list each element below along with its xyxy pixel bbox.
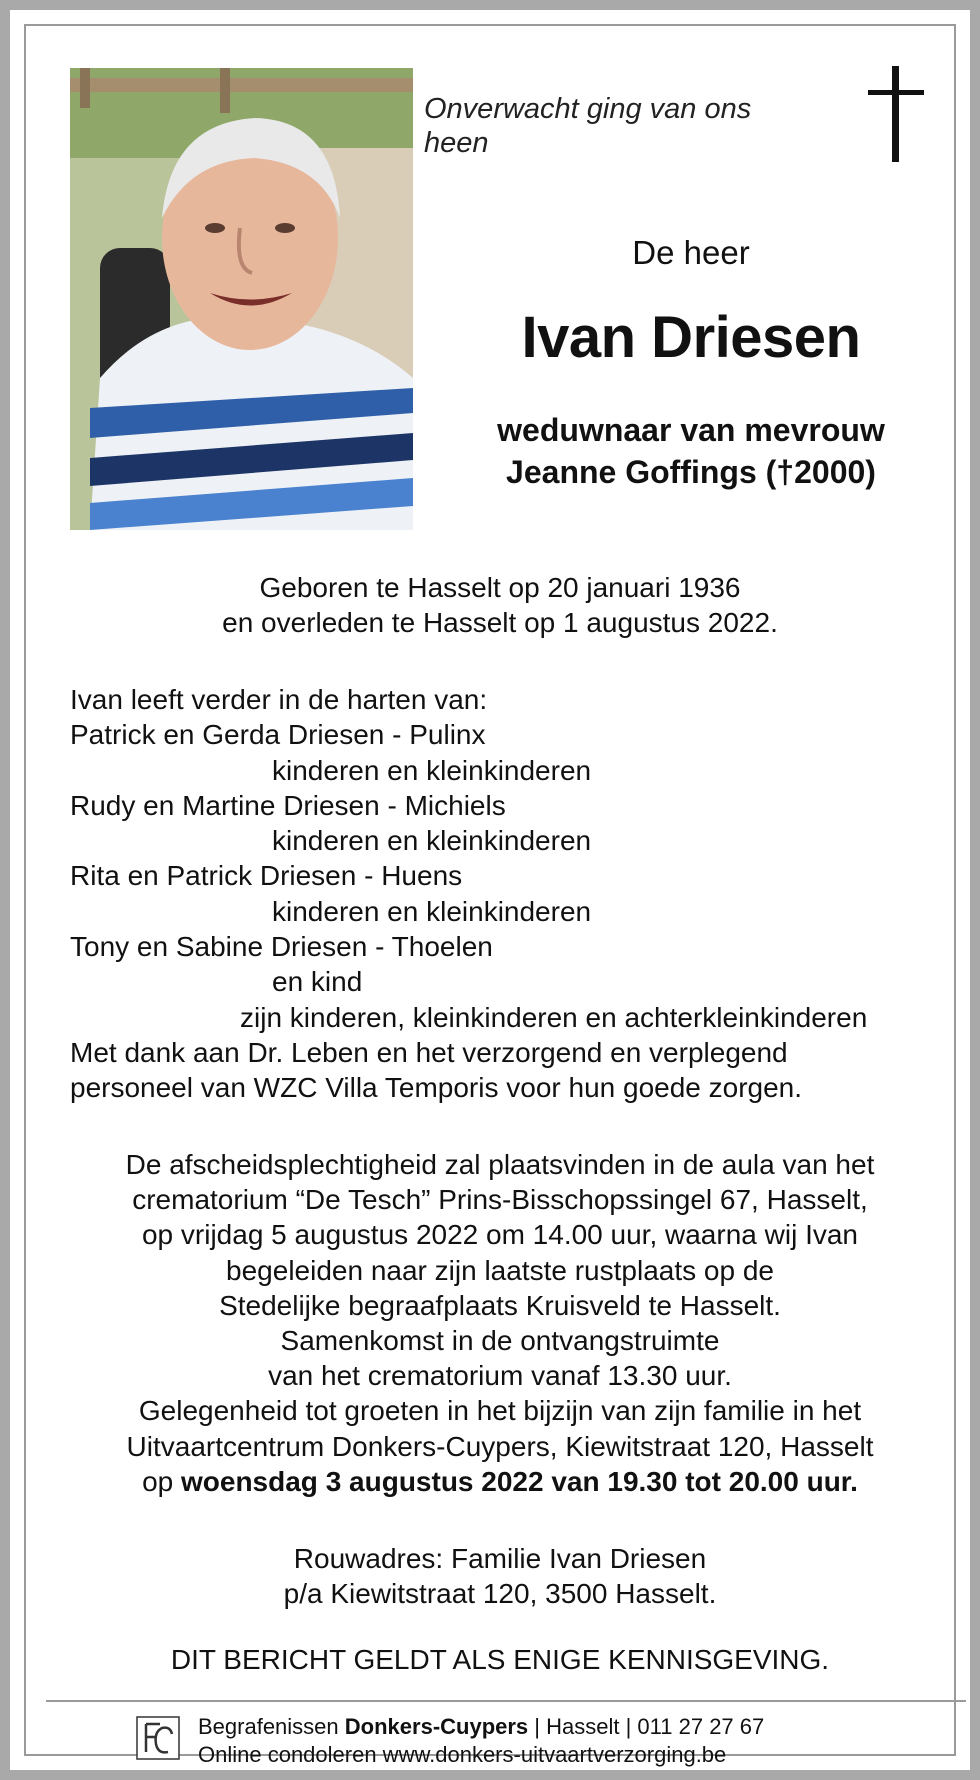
birth-death-text	[70, 570, 930, 640]
ceremony-line: begeleiden naar zijn laatste rustplaats op de	[226, 1254, 774, 1286]
survivor-line: en kind	[272, 966, 363, 998]
footer-prefix: Begrafenissen	[198, 1714, 339, 1739]
survivor-line: Tony en Sabine Driesen - Thoelen	[70, 931, 493, 963]
survivor-line: kinderen en kleinkinderen	[272, 754, 592, 786]
survivor-line: Rudy en Martine Driesen - Michiels	[70, 789, 506, 821]
widower-line: weduwnaar van mevrouw	[497, 412, 885, 448]
ceremony-line: op vrijdag 5 augustus 2022 om 14.00 uur, waarna wij Ivan	[141, 1219, 858, 1251]
ceremony-line: De afscheidsplechtigheid zal plaatsvinden in de aula van het	[125, 1149, 875, 1180]
widower-line: Jeanne Goffings (†2000)	[506, 454, 876, 490]
visitation-date: woensdag 3 augustus 2022 van 19.30 tot 20.00 uur.	[181, 1465, 858, 1497]
ceremony-line: Samenkomst in de ontvangstruimte	[280, 1325, 720, 1357]
ceremony-line: van het crematorium vanaf 13.30 uur.	[268, 1360, 732, 1392]
portrait-photo	[70, 68, 413, 530]
footer-details: | Hasselt | 011 27 27 67	[534, 1714, 765, 1739]
survivor-line: kinderen en kleinkinderen	[272, 825, 592, 857]
ceremony-line: Gelegenheid tot groeten in het bijzijn van zijn familie in het	[138, 1395, 862, 1427]
footer-line-1	[198, 1713, 764, 1741]
survivors-section	[70, 682, 950, 1106]
thanks-line: Met dank aan Dr. Leben en het verzorgend en verplegend	[70, 1036, 788, 1068]
address-line: p/a Kiewitstraat 120, 3500 Hasselt.	[283, 1578, 717, 1609]
footer-company: Donkers-Cuypers	[344, 1714, 529, 1739]
visitation-prefix: op	[142, 1465, 174, 1497]
cross-icon	[866, 66, 926, 167]
survivor-line: Rita en Patrick Driesen - Huens	[70, 860, 463, 892]
obituary-frame	[24, 24, 956, 1767]
footer-text	[198, 1713, 764, 1769]
death-line: en overleden te Hasselt op 1 augustus 2022.	[222, 607, 778, 638]
mourning-address	[70, 1541, 930, 1611]
ceremony-line: Uitvaartcentrum Donkers-Cuypers, Kiewitstraat 120, Hasselt	[126, 1430, 874, 1462]
ceremony-line: Stedelijke begraafplaats Kruisveld te Hasselt.	[219, 1289, 781, 1321]
intro-text: Onverwacht ging van ons heen	[424, 93, 752, 159]
birth-line: Geboren te Hasselt op 20 januari 1936	[259, 572, 741, 603]
survivor-line: kinderen en kleinkinderen	[272, 895, 592, 927]
deceased-name: Ivan Driesen	[521, 305, 861, 370]
address-line: Rouwadres: Familie Ivan Driesen	[293, 1543, 707, 1574]
visitation-line	[70, 1464, 930, 1499]
salutation: De heer	[632, 234, 750, 271]
thanks-line: personeel van WZC Villa Temporis voor hun goede zorgen.	[70, 1072, 803, 1104]
divider	[46, 1700, 966, 1702]
notice-text: DIT BERICHT GELDT ALS ENIGE KENNISGEVING.	[170, 1644, 830, 1675]
footer-line-2: Online condoleren www.donkers-uitvaartverzorging.be	[198, 1742, 727, 1767]
widower-text	[426, 409, 956, 493]
ceremony-line: crematorium “De Tesch” Prins-Bisschopssingel 67, Hasselt,	[132, 1184, 868, 1216]
obituary-card	[10, 10, 970, 1770]
ceremony-section	[70, 1147, 930, 1499]
survivor-line: Patrick en Gerda Driesen - Pulinx	[70, 719, 486, 751]
survivors-heading: Ivan leeft verder in de harten van:	[70, 684, 488, 715]
survivor-line: zijn kinderen, kleinkinderen en achterkleinkinderen	[240, 1001, 868, 1033]
funeral-home-logo-icon	[136, 1716, 180, 1760]
